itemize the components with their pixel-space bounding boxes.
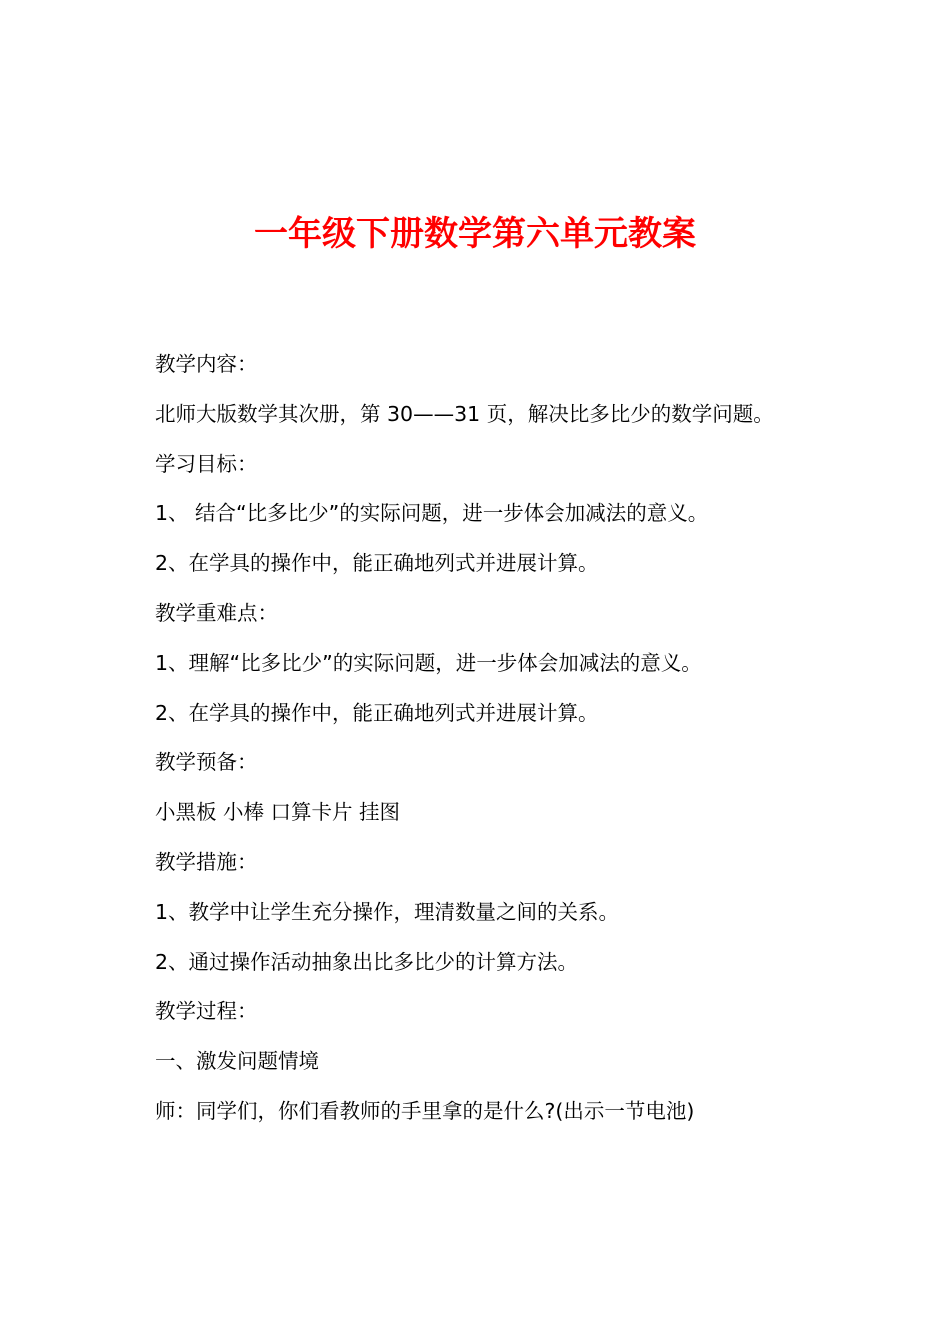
paragraph: 小黑板 小棒 口算卡片 挂图 xyxy=(155,800,401,825)
section-heading-content: 教学内容： xyxy=(155,352,258,376)
paragraph: 北师大版数学其次册，第 30——31 页，解决比多比少的数学问题。 xyxy=(155,401,774,426)
list-item: 2、通过操作活动抽象出比多比少的计算方法。 xyxy=(155,949,579,974)
list-item: 1、理解“比多比少”的实际问题，进一步体会加减法的意义。 xyxy=(155,650,702,675)
section-heading-key-points: 教学重难点： xyxy=(155,600,278,625)
list-item: 2、在学具的操作中，能正确地列式并进展计算。 xyxy=(155,700,599,725)
document-body xyxy=(155,340,915,1137)
list-item: 2、在学具的操作中，能正确地列式并进展计算。 xyxy=(155,551,599,576)
subsection-heading: 一、激发问题情境 xyxy=(155,1049,319,1074)
list-item: 1、 结合“比多比少”的实际问题，进一步体会加减法的意义。 xyxy=(155,501,709,526)
section-heading-measures: 教学措施： xyxy=(155,849,258,874)
section-heading-process: 教学过程： xyxy=(155,999,258,1024)
list-item: 1、教学中让学生充分操作，理清数量之间的关系。 xyxy=(155,899,620,924)
paragraph: 师：同学们，你们看教师的手里拿的是什么?(出示一节电池) xyxy=(155,1098,695,1123)
section-heading-objectives: 学习目标： xyxy=(155,451,258,476)
section-heading-preparation: 教学预备： xyxy=(155,750,258,775)
document-title: 一年级下册数学第六单元教案 xyxy=(254,214,696,254)
